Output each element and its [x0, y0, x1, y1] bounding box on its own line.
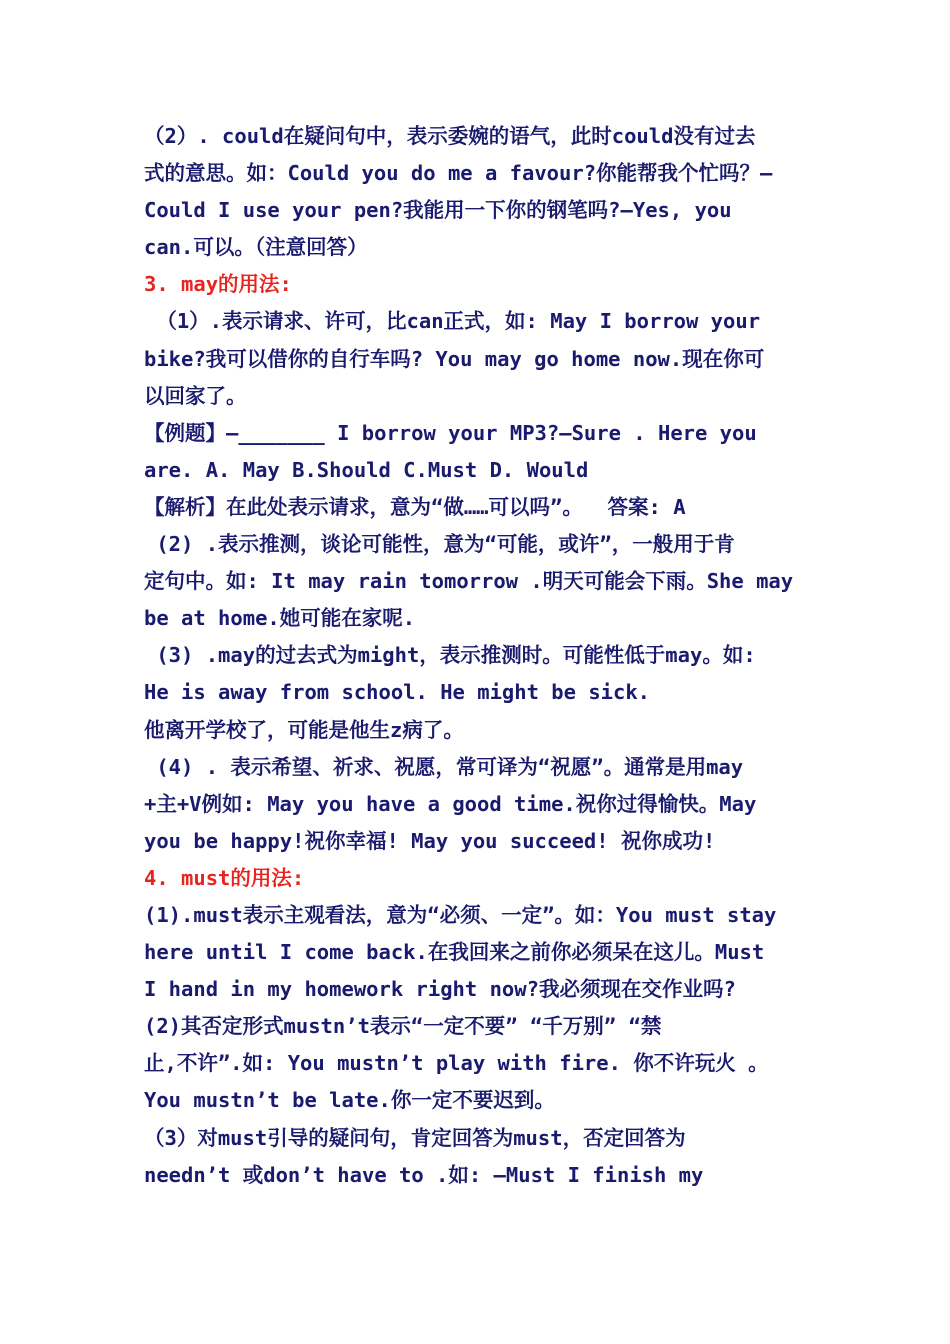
text-line: （2）. could在疑问句中，表示委婉的语气，此时could没有过去: [144, 124, 756, 148]
text-line: (3) .may的过去式为might，表示推测时。可能性低于may。如:: [144, 643, 756, 668]
text-line: 以回家了。: [144, 383, 247, 408]
text-line: (2) .表示推测，谈论可能性，意为“可能，或许”，一般用于肯: [144, 532, 735, 557]
text-line: 式的意思。如：Could you do me a favour?你能帮我个忙吗？—: [144, 161, 773, 186]
text-line: 【解析】在此处表示请求，意为“做……可以吗”。 答案: A: [144, 494, 686, 519]
text-line: bike?我可以借你的自行车吗? You may go home now.现在你可: [144, 346, 765, 371]
text-line: 定句中。如: It may rain tomorrow .明天可能会下雨。She may: [144, 569, 794, 594]
text-line: （1）.表示请求、许可，比can正式，如: May I borrow your: [144, 309, 761, 334]
text-line: He is away from school. He might be sick.: [144, 680, 651, 705]
text-line: needn’t 或don’t have to .如: —Must I finish my: [144, 1162, 704, 1187]
text-line: You mustn’t be late.你一定不要迟到。: [144, 1088, 555, 1113]
text-line: 他离开学校了，可能是他生z病了。: [144, 717, 464, 742]
text-line: （3）对must引导的疑问句，肯定回答为must，否定回答为: [144, 1125, 686, 1150]
text-line: you be happy!祝你幸福! May you succeed! 祝你成功!: [144, 828, 716, 853]
text-line: (1).must表示主观看法，意为“必须、一定”。如：You must stay: [144, 902, 777, 927]
text-line: +主+V例如: May you have a good time.祝你过得愉快。May: [144, 791, 757, 816]
section-heading: 3. may的用法:: [144, 272, 292, 297]
text-line: here until I come back.在我回来之前你必须呆在这儿。Must: [144, 940, 765, 965]
text-line: are. A. May B.Should C.Must D. Would: [144, 457, 589, 482]
section-heading: 4. must的用法:: [144, 865, 305, 890]
text-line: 止,不许”.如: You mustn’t play with fire. 你不许玩火 。: [144, 1051, 769, 1076]
text-line: be at home.她可能在家呢.: [144, 606, 416, 631]
text-line: (2)其否定形式mustn’t表示“一定不要” “千万别” “禁: [144, 1014, 662, 1039]
text-line: (4) . 表示希望、祈求、祝愿，常可译为“祝愿”。通常是用may: [144, 754, 744, 779]
text-line: 【例题】—_______ I borrow your MP3?—Sure . Here you: [144, 420, 757, 445]
text-line: I hand in my homework right now?我必须现在交作业吗?: [144, 977, 736, 1002]
text-line: can.可以。（注意回答）: [144, 235, 368, 260]
text-line: Could I use your pen?我能用一下你的钢笔吗?—Yes, you: [144, 198, 732, 223]
document-body: [144, 118, 814, 1194]
